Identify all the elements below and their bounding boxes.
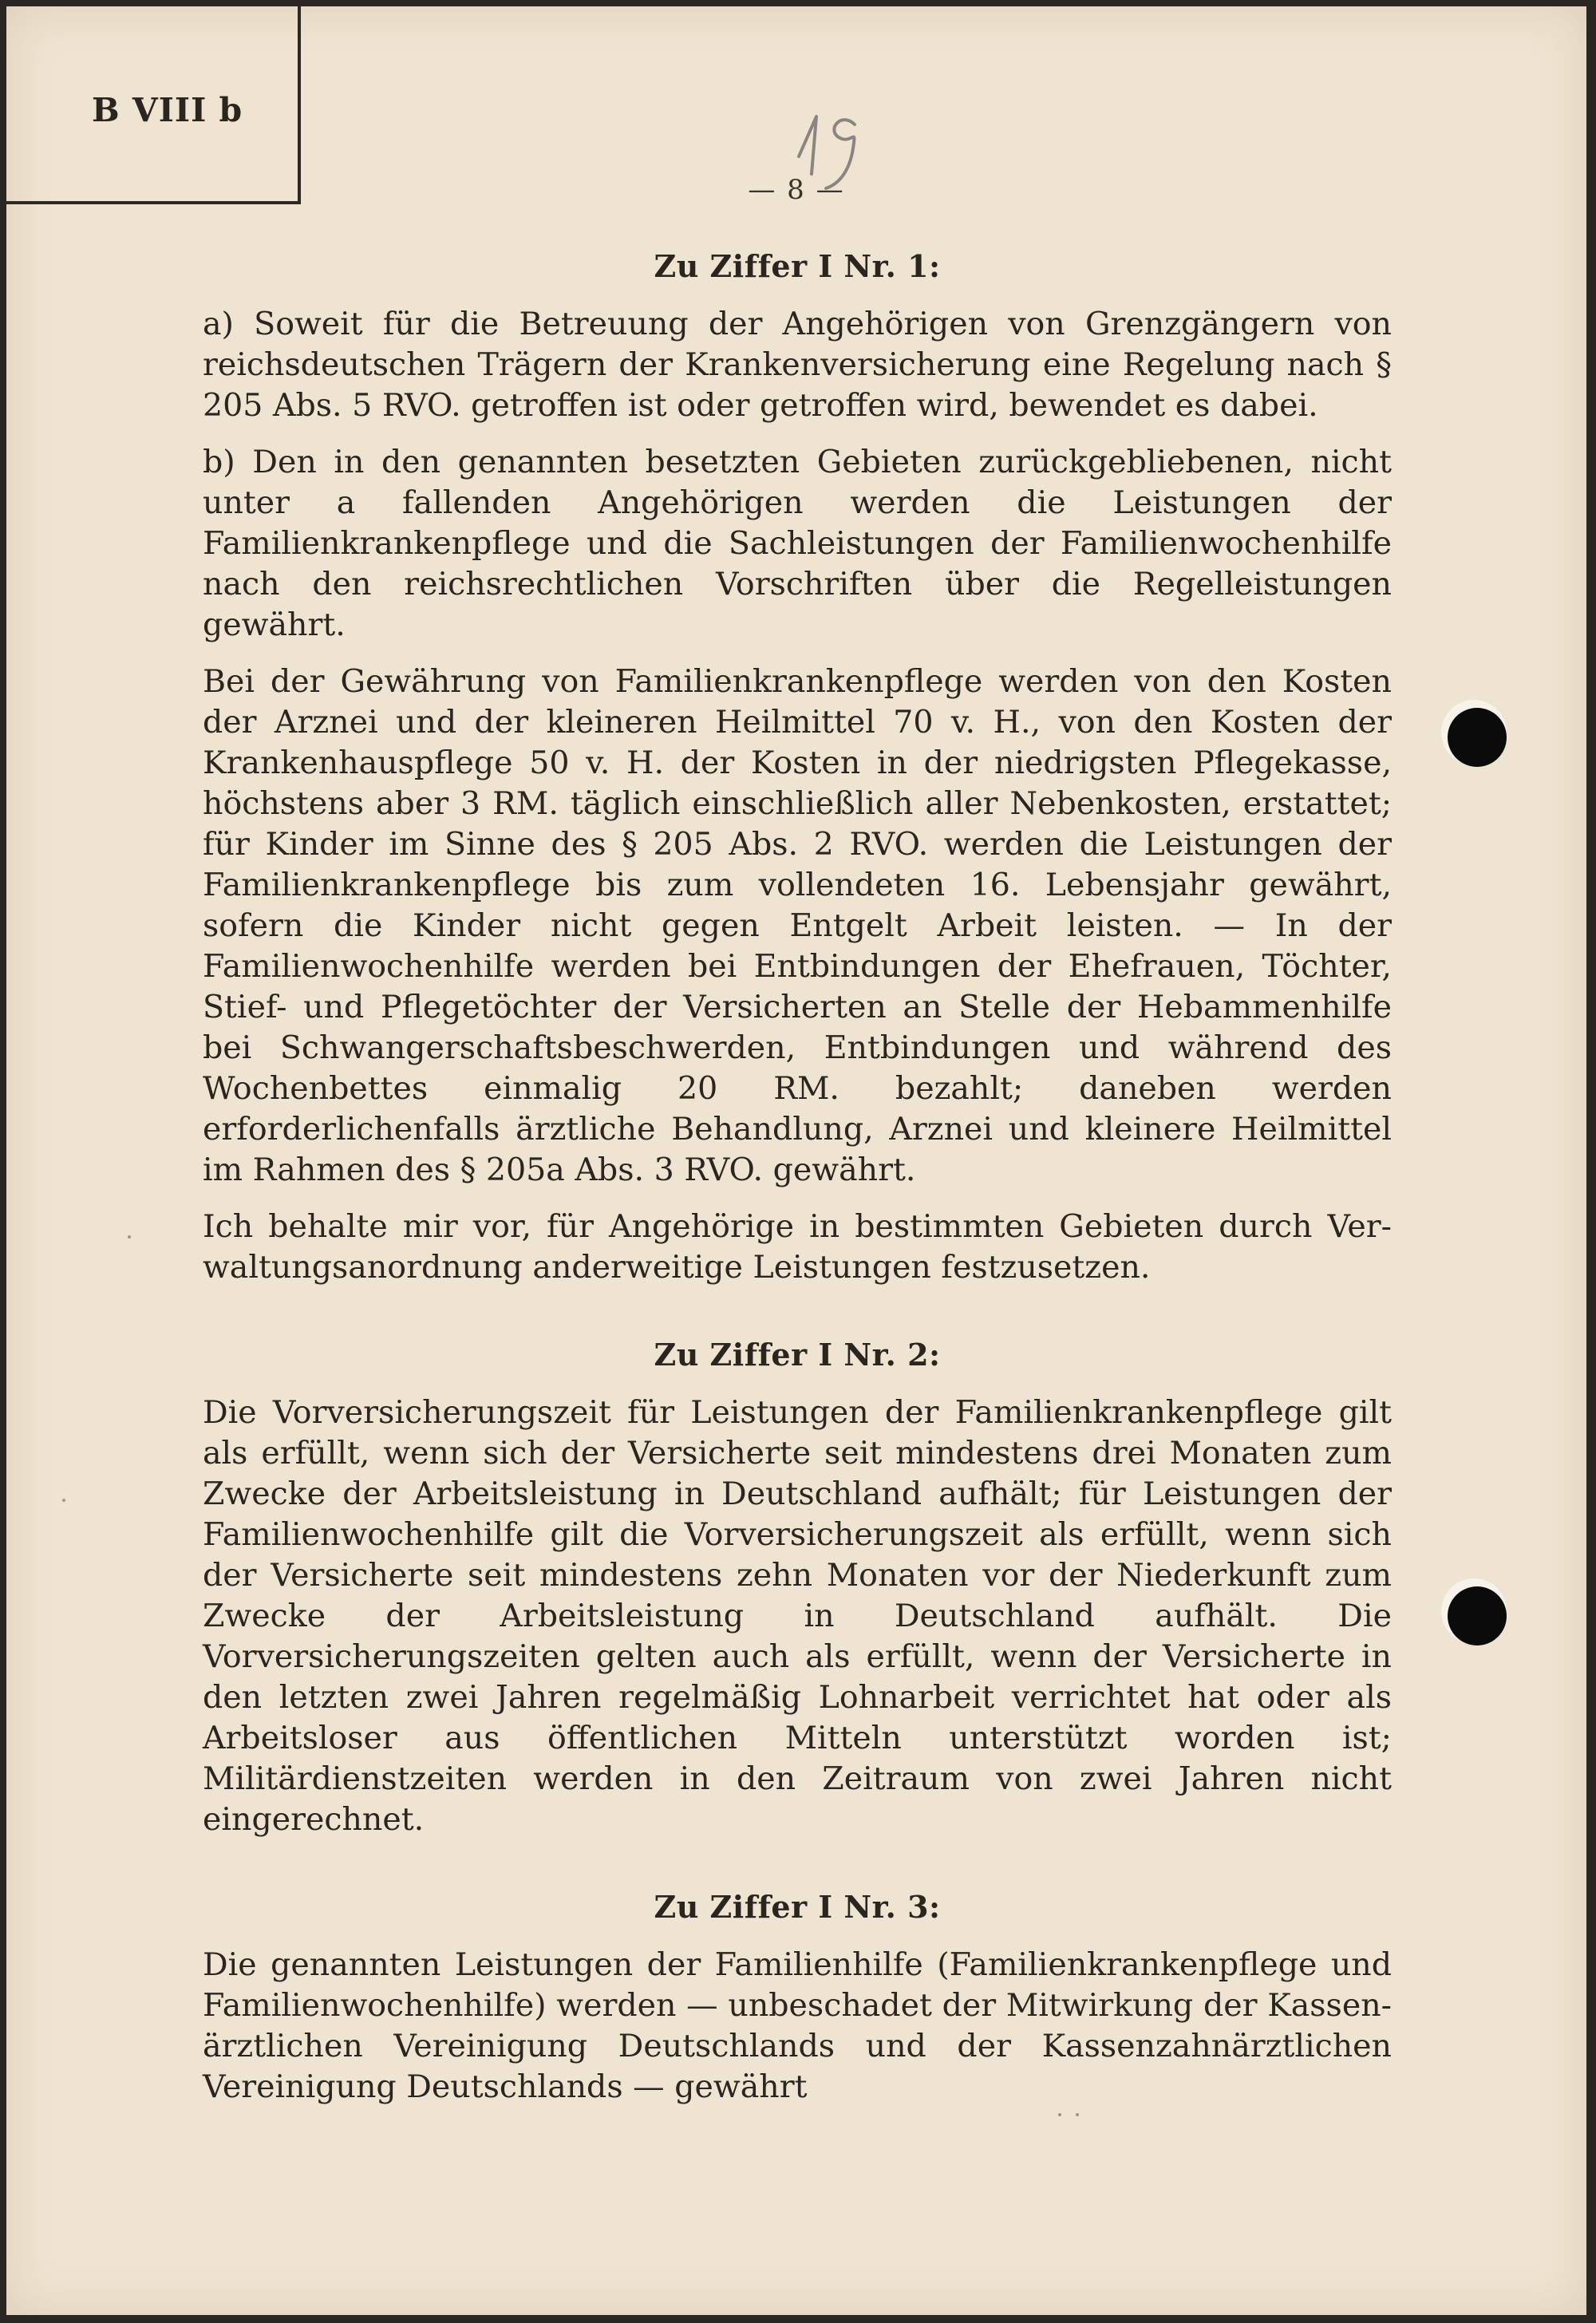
document-body [203, 246, 1392, 2123]
paragraph-1a: a) Soweit für die Betreuung der Angehörigen von Grenzgängern von reichsdeutschen Trägern der Krankenversicherung eine Regelung nach § 205 Abs. 5 RVO. getroffen ist oder getroffen wird, bewendet es dabei. [203, 306, 1392, 424]
section-label: B VIII b [92, 91, 243, 129]
paragraph-1b: b) Den in den genannten besetzten Gebieten zurückgebliebenen, nicht unter a fallenden Angehörigen werden die Leistungen der Familienkrankenpflege und die Sachleistungen der Familienwochenhilfe nach den reichsrechtlichen Vorschriften über die Regelleistungen gewährt. [203, 444, 1392, 643]
paper-speck [62, 1499, 65, 1502]
punch-hole-bottom [1448, 1586, 1507, 1645]
page-number: — 8 — [748, 174, 845, 206]
paper-speck [1076, 2113, 1079, 2116]
paragraph-1d: Ich behalte mir vor, für Angehörige in bestimmten Gebieten durch Verwaltungsanordnung anderweitige Leistungen festzusetzen. [203, 1208, 1392, 1286]
section-heading-1: Zu Ziffer I Nr. 1: [654, 248, 941, 284]
paragraph-2a: Die Vorversicherungszeit für Leistungen der Familienkrankenpflege gilt als erfüllt, wenn sich der Versicherte seit mindestens drei Monaten zum Zwecke der Arbeitsleistung in Deutschland aufhält; für Leistungen der Familienwochenhilfe gilt die Vorversicherungszeit als erfüllt, wenn sich der Versicherte seit mindestens zehn Monaten vor der Niederkunft zum Zwecke der Arbeitsleistung in Deutschland aufhält. Die Vorversicherungszeiten gelten auch als erfüllt, wenn der Versicherte in den letzten zwei Jahren regelmäßig Lohnarbeit verrichtet hat oder als Arbeitsloser aus öffentlichen Mitteln unterstützt worden ist; Militärdienstzeiten werden in den Zeitraum von zwei Jahren nicht eingerechnet. [203, 1394, 1392, 1838]
section-heading-2: Zu Ziffer I Nr. 2: [654, 1337, 941, 1373]
paper-speck [128, 1235, 131, 1239]
paper-speck [1058, 2113, 1061, 2116]
punch-hole-top [1448, 708, 1507, 767]
section-heading-3: Zu Ziffer I Nr. 3: [654, 1889, 941, 1925]
paragraph-1c: Bei der Gewährung von Familienkrankenpflege werden von den Kosten der Arznei und der kleineren Heilmittel 70 v. H., von den Kosten der Krankenhauspflege 50 v. H. der Kosten in der niedrigsten Pflegekasse, höchstens aber 3 RM. täglich einschließlich aller Nebenkosten, erstattet; für Kinder im Sinne des § 205 Abs. 2 RVO. werden die Leistungen der Familienkrankenpflege bis zum vollendeten 16. Lebensjahr gewährt, sofern die Kinder nicht gegen Entgelt Arbeit leisten. — In der Familienwochenhilfe werden bei Entbindungen der Ehefrauen, Töchter, Stief- und Pflegetöchter der Versicherten an Stelle der Hebammenhilfe bei Schwangerschaftsbeschwerden, Entbindungen und während des Wochenbettes einmalig 20 RM. bezahlt; daneben werden erforderlichenfalls ärztliche Behandlung, Arznei und kleinere Heilmittel im Rahmen des § 205a Abs. 3 RVO. gewährt. [203, 663, 1392, 1188]
document-page [6, 6, 1586, 2315]
paragraph-3a: Die genannten Leistungen der Familienhilfe (Familienkrankenpflege und Familienwochenhilfe) werden — unbeschadet der Mitwirkung der Kassenärztlichen Vereinigung Deutschlands und der Kassenzahnärztlichen Vereinigung Deutschlands — gewährt [203, 1946, 1392, 2105]
